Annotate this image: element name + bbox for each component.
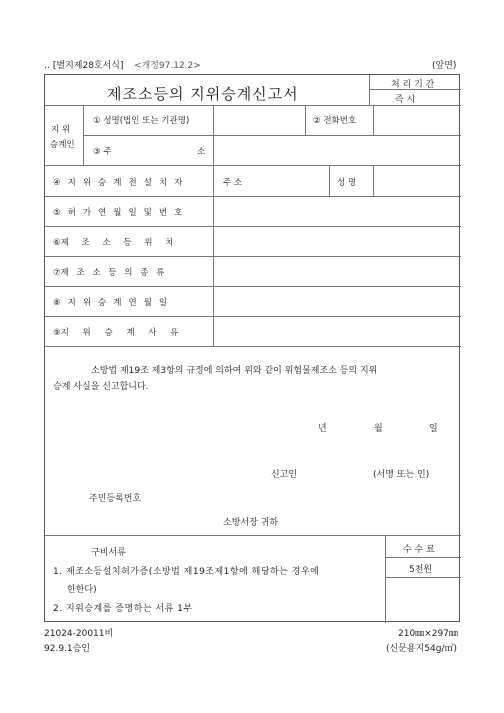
previous-installer-address-field[interactable] xyxy=(257,167,327,194)
day-label: 일 xyxy=(429,424,438,434)
address-label-right: 소 xyxy=(197,147,206,157)
successor-label-1: 지 위 xyxy=(51,125,71,135)
resident-number-label: 주민등록번호 xyxy=(89,494,142,504)
paper-type: (신문용지54g/㎡) xyxy=(386,644,457,654)
permit-date-field[interactable] xyxy=(215,198,459,225)
signature-label: (서명 또는 인) xyxy=(373,470,430,480)
recipient-label: 소방서장 귀하 xyxy=(223,518,279,528)
permit-date-label: ⑤허가연월일및번호 xyxy=(53,208,190,218)
succession-reason-label: ⑨지 위 승 계 사 유 xyxy=(53,328,179,338)
approval-date: 92.9.1승인 xyxy=(44,644,91,654)
previous-installer-label: ④지위승계전설치자 xyxy=(53,178,190,188)
year-label: 년 xyxy=(318,424,327,434)
succession-date-field[interactable] xyxy=(215,288,459,315)
succession-date-label: ⑧지위승계연월일 xyxy=(53,298,175,308)
location-label: ⑥제 조 소 등 위 치 xyxy=(53,238,174,248)
type-field[interactable] xyxy=(215,258,459,285)
address-field[interactable] xyxy=(215,137,459,163)
previous-installer-address-label: 주 소 xyxy=(223,178,243,188)
revision-date: <개정97.12.2> xyxy=(134,61,201,71)
processing-period-label: 처 리 기 간 xyxy=(391,80,435,90)
name-label: ① 성명(법인 또는 기관명) xyxy=(93,116,190,126)
form-number: ‥ [별지제28호서식] xyxy=(44,61,124,71)
paper-size: 210㎜×297㎜ xyxy=(398,629,458,639)
fee-label: 수 수 료 xyxy=(403,545,435,555)
location-field[interactable] xyxy=(215,228,459,255)
name-field[interactable] xyxy=(215,107,303,133)
succession-reason-field[interactable] xyxy=(215,318,459,345)
front-side-label: (앞면) xyxy=(432,61,457,71)
required-doc-1: 1. 제조소등설치허가증(소방법 제19조제1항에 해당하는 경우에 xyxy=(53,567,320,577)
previous-installer-name-field[interactable] xyxy=(375,167,459,194)
required-docs-heading: 구비서류 xyxy=(91,548,126,558)
fee-value: 5천원 xyxy=(409,565,433,575)
address-label-left: ③ 주 xyxy=(93,147,112,157)
statement-line-2: 승계 사실을 신고합니다. xyxy=(53,382,149,392)
successor-label-2: 승계인 xyxy=(50,140,75,150)
statement-line-1: 소방법 제19조 제3항의 규정에 의하여 위와 같이 위험물제조소 등의 지위 xyxy=(91,366,378,376)
applicant-label: 신고인 xyxy=(271,470,298,480)
month-label: 월 xyxy=(374,424,383,434)
form-title: 제조소등의 지위승계신고서 xyxy=(107,85,299,103)
form-code: 21024-20011비 xyxy=(44,629,114,639)
type-label: ⑦제 조 소 등 의 종 류 xyxy=(53,268,165,278)
phone-label: ② 전화번호 xyxy=(313,116,357,126)
previous-installer-name-label: 성 명 xyxy=(337,178,357,188)
required-doc-1-cont: 한한다) xyxy=(67,585,97,595)
processing-period-value: 즉 시 xyxy=(395,95,416,105)
application-form xyxy=(44,74,460,622)
required-doc-2: 2. 지위승계를 증명하는 서류 1부 xyxy=(53,604,193,614)
phone-field[interactable] xyxy=(375,107,459,133)
